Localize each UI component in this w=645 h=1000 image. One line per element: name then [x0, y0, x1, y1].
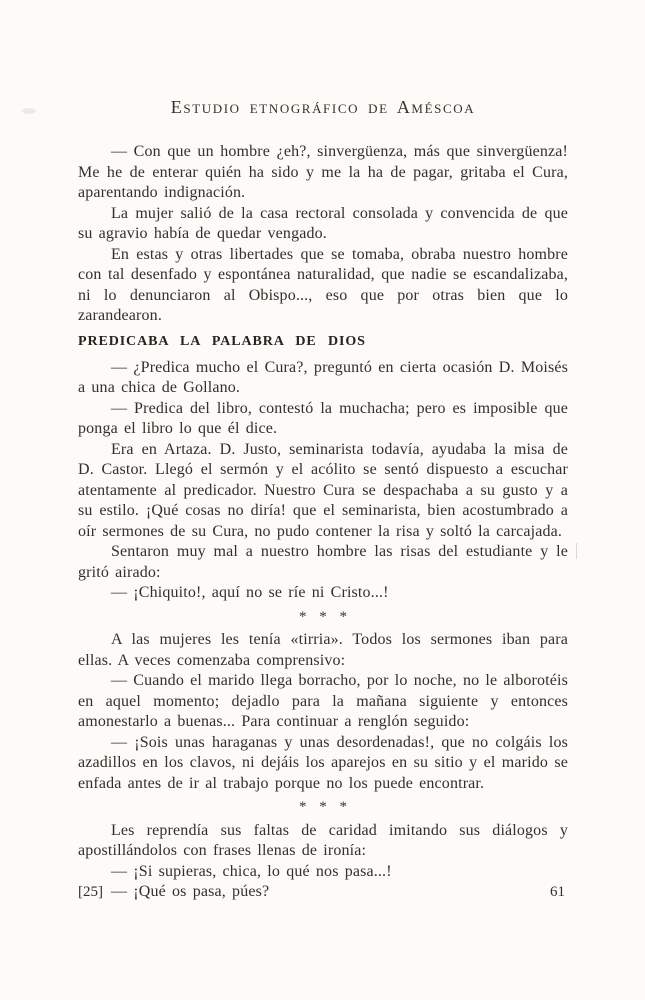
asterisk-separator: * * *: [299, 608, 347, 625]
asterisk-separator: * * *: [299, 799, 347, 815]
scan-smudge: [22, 108, 36, 114]
dialogue-line: — ¡Si supieras, chica, lo qué nos pasa...!: [111, 862, 392, 880]
dialogue-line: — ¡Chiquito!, aquí no se ríe ni Cristo...!: [111, 584, 389, 601]
plate-number: [25]: [78, 884, 103, 900]
paragraph: En estas y otras libertades que se tomaba, obraba nuestro hombre con tal desenfado y espontánea naturalidad, que nadie se escandalizaba, ni lo denunciaron al Obispo..., eso que por otras bien que lo zarandearon.: [78, 245, 568, 324]
paragraph: — ¡Sois unas haraganas y unas desordenadas!, que no colgáis los azadillos en los clavos, ni dejáis los aparejos en su sitio y el marido se enfada antes de ir al trabajo porque no los puede encontrar.: [78, 733, 568, 792]
paragraph: Era en Artaza. D. Justo, seminarista todavía, ayudaba la misa de D. Castor. Llegó el sermón y el acólito se sentó dispuesto a escuchar atentamente al predicador. Nuestro Cura se despachaba a su gusto y a su estilo. ¡Qué cosas no diría! que el seminarista, bien acostumbrado a oír sermones de su Cura, no pudo contener la risa y soltó la carcajada.: [78, 440, 568, 540]
running-head: Estudio etnográfico de Améscoa: [170, 97, 476, 117]
paragraph: A las mujeres les tenía «tirria». Todos los sermones iban para ellas. A veces comenzaba comprensivo:: [78, 631, 568, 669]
paragraph: — Con que un hombre ¿eh?, sinvergüenza, más que sinvergüenza! Me he de enterar quién ha sido y me la ha de pagar, gritaba el Cura, aparentando indignación.: [78, 143, 568, 201]
paragraph: — ¿Predica mucho el Cura?, preguntó en cierta ocasión D. Moisés a una chica de Gollano.: [78, 358, 568, 396]
text-block: [78, 97, 568, 903]
paragraph: — Cuando el marido llega borracho, por lo noche, no le alborotéis en aquel momento; dejadlo para la mañana siguiente y entonces amonestarlo a buenas... Para continuar a renglón seguido:: [78, 672, 568, 730]
paragraph: Les reprendía sus faltas de caridad imitando sus diálogos y apostillándolos con frases llenas de ironía:: [78, 821, 568, 859]
page-number: 61: [550, 884, 565, 900]
paragraph: La mujer salió de la casa rectoral consolada y convencida de que su agravio había de quedar vengado.: [78, 204, 568, 242]
paragraph: Sentaron muy mal a nuestro hombre las risas del estudiante y le gritó airado:: [78, 543, 568, 581]
page-footer: [78, 884, 565, 901]
paragraph: — Predica del libro, contestó la muchacha; pero es imposible que ponga el libro lo que él dice.: [78, 399, 568, 437]
section-heading: PREDICABA LA PALABRA DE DIOS: [78, 333, 366, 349]
scan-artifact-line: [576, 543, 577, 559]
dialogue-line: — ¡Qué os pasa, púes?: [111, 883, 270, 900]
